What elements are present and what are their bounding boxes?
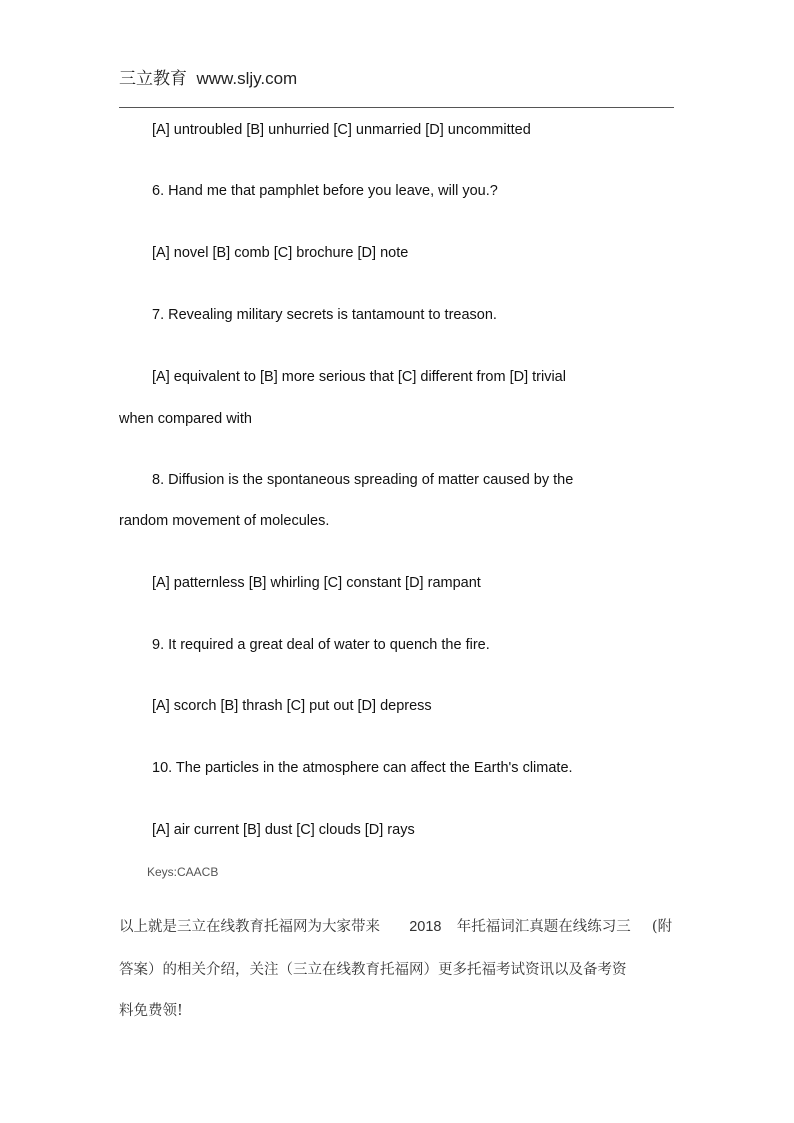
footer-line-1	[119, 915, 672, 936]
options-5: [A] untroubled [B] unhurried [C] unmarried [D] uncommitted	[152, 122, 531, 138]
answer-keys: Keys:CAACB	[147, 865, 219, 879]
footer-line-3: 料免费领!	[119, 1003, 183, 1019]
footer-line-2: 答案）的相关介绍，关注（三立在线教育托福网）更多托福考试资讯以及备考资	[119, 962, 627, 978]
footer-year: 2018	[409, 919, 442, 935]
footer-line-1c: (附	[651, 919, 673, 935]
question-9: 9. It required a great deal of water to quench the fire.	[152, 637, 490, 653]
page-header	[119, 64, 674, 89]
options-8: [A] patternless [B] whirling [C] constant [D] rampant	[152, 575, 481, 591]
header-brand: 三立教育	[119, 69, 187, 89]
question-8-cont: random movement of molecules.	[119, 513, 330, 529]
options-7: [A] equivalent to [B] more serious that [C] different from [D] trivial	[152, 369, 566, 385]
header-site: www.sljy.com	[196, 69, 298, 88]
options-6: [A] novel [B] comb [C] brochure [D] note	[152, 245, 409, 261]
options-7-cont: when compared with	[119, 411, 252, 427]
options-9: [A] scorch [B] thrash [C] put out [D] depress	[152, 698, 432, 714]
footer-line-1b: 年托福词汇真题在线练习三	[456, 919, 631, 935]
question-7: 7. Revealing military secrets is tantamount to treason.	[152, 307, 497, 323]
footer-line-1a: 以上就是三立在线教育托福网为大家带来	[119, 919, 380, 935]
question-6: 6. Hand me that pamphlet before you leave, will you.?	[152, 183, 498, 199]
options-10: [A] air current [B] dust [C] clouds [D] rays	[152, 822, 415, 838]
question-10: 10. The particles in the atmosphere can affect the Earth's climate.	[152, 760, 573, 776]
header-divider	[119, 107, 674, 108]
question-8: 8. Diffusion is the spontaneous spreading of matter caused by the	[152, 472, 574, 488]
